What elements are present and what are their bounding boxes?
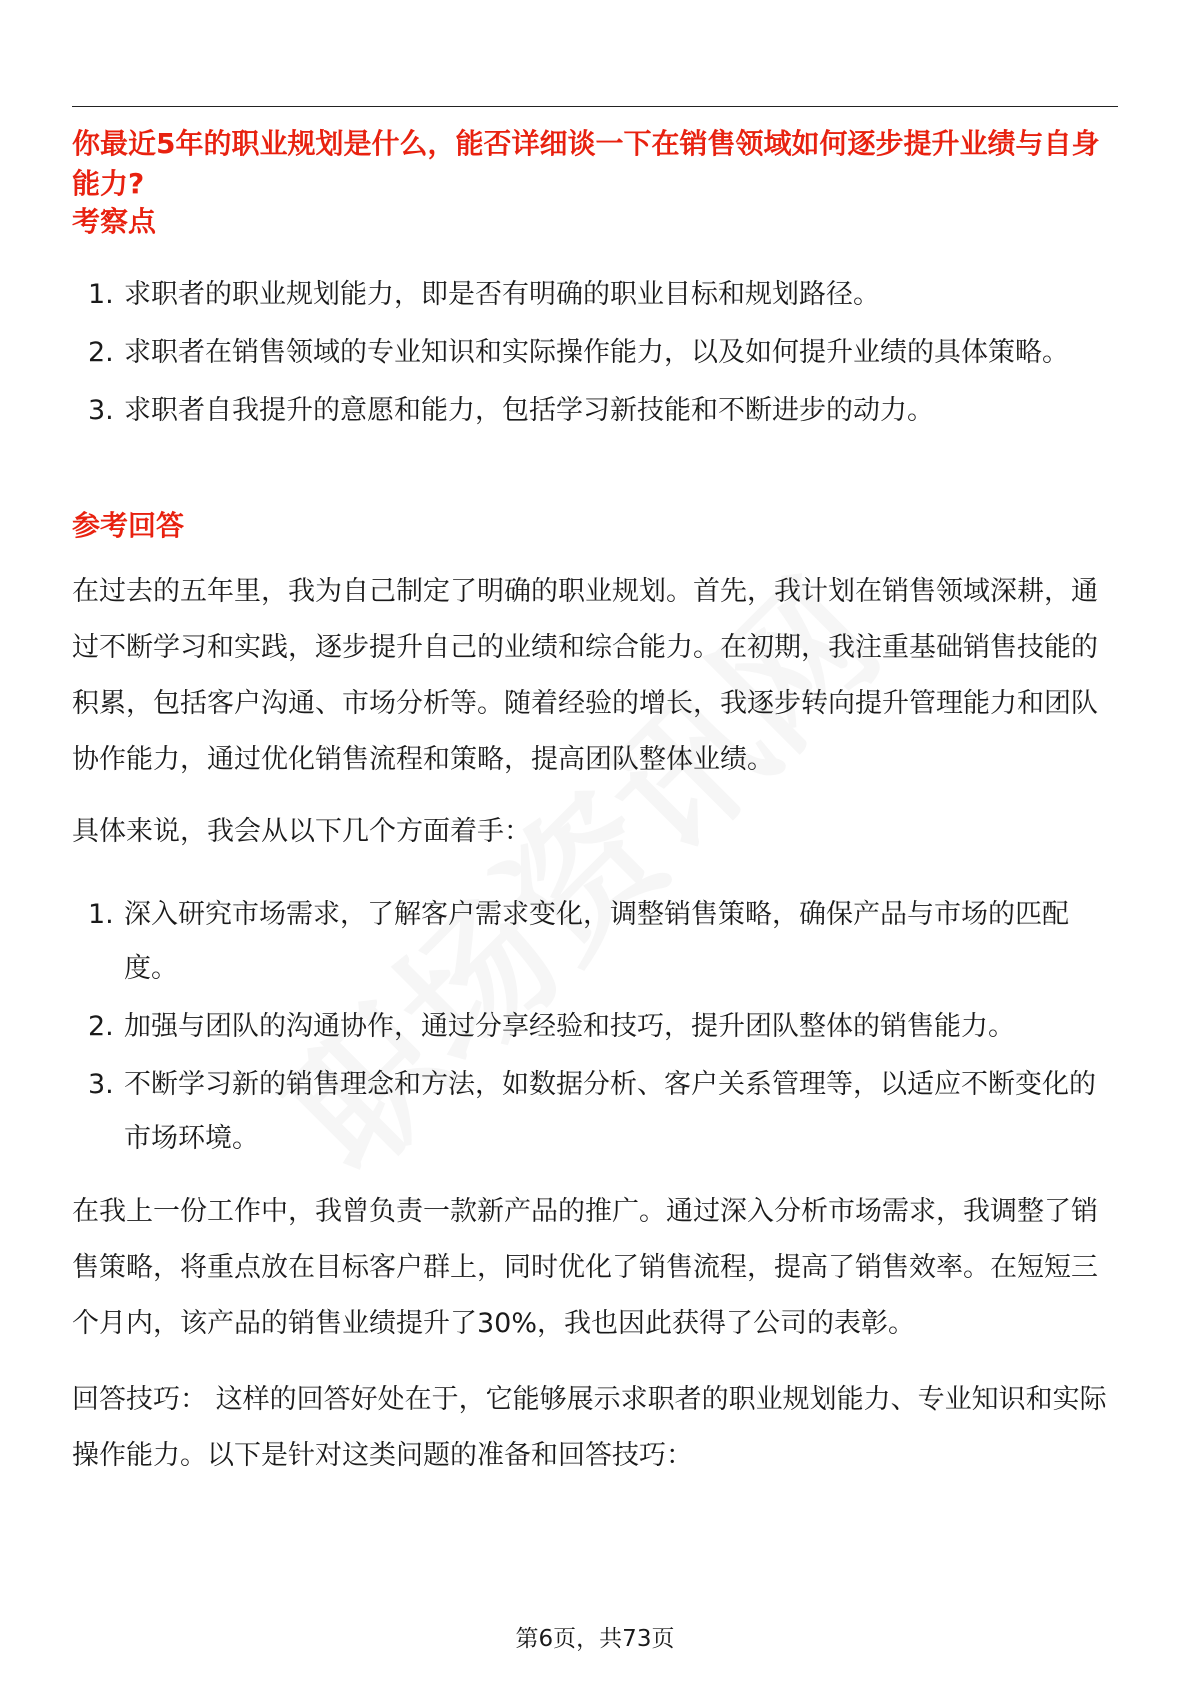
list-text: 求职者自我提升的意愿和能力，包括学习新技能和不断进步的动力。 — [124, 395, 934, 426]
list-item — [72, 326, 1118, 380]
list-number: 3. — [88, 1069, 114, 1100]
kaochadian-list — [72, 268, 1118, 442]
answer-paragraph-1: 在过去的五年里，我为自己制定了明确的职业规划。首先，我计划在销售领域深耕，通过不断学习和实践，逐步提升自己的业绩和综合能力。在初期，我注重基础销售技能的积累，包括客户沟通、市场分析等。随着经验的增长，我逐步转向提升管理能力和团队协作能力，通过优化销售流程和策略，提高团队整体业绩。 — [72, 576, 1098, 775]
list-item — [72, 1000, 1118, 1054]
list-number: 3. — [88, 395, 114, 426]
answer-list — [72, 888, 1118, 1170]
list-number: 2. — [88, 1011, 114, 1042]
top-divider — [72, 106, 1118, 107]
list-number: 1. — [88, 279, 114, 310]
list-text: 深入研究市场需求，了解客户需求变化，调整销售策略，确保产品与市场的匹配度。 — [124, 899, 1069, 984]
section-title-kaochadian: 考察点 — [72, 205, 157, 238]
list-item — [72, 384, 1118, 438]
list-text: 不断学习新的销售理念和方法，如数据分析、客户关系管理等，以适应不断变化的市场环境。 — [124, 1069, 1096, 1154]
answer-paragraph-3: 在我上一份工作中，我曾负责一款新产品的推广。通过深入分析市场需求，我调整了销售策略，将重点放在目标客户群上，同时优化了销售流程，提高了销售效率。在短短三个月内，该产品的销售业绩提升了30%，我也因此获得了公司的表彰。 — [72, 1196, 1098, 1339]
list-text: 求职者的职业规划能力，即是否有明确的职业目标和规划路径。 — [124, 279, 880, 310]
question-heading: 你最近5年的职业规划是什么，能否详细谈一下在销售领域如何逐步提升业绩与自身能力? — [72, 127, 1100, 200]
list-number: 2. — [88, 337, 114, 368]
list-item — [72, 268, 1118, 322]
list-number: 1. — [88, 899, 114, 930]
answer-paragraph-2: 具体来说，我会从以下几个方面着手： — [72, 816, 531, 847]
list-item — [72, 1058, 1118, 1166]
section-title-cankao: 参考回答 — [72, 509, 185, 542]
list-item — [72, 888, 1118, 996]
list-text: 加强与团队的沟通协作，通过分享经验和技巧，提升团队整体的销售能力。 — [124, 1011, 1015, 1042]
answer-tips-paragraph: 回答技巧： 这样的回答好处在于，它能够展示求职者的职业规划能力、专业知识和实际操作能力。以下是针对这类问题的准备和回答技巧： — [72, 1384, 1107, 1471]
list-text: 求职者在销售领域的专业知识和实际操作能力，以及如何提升业绩的具体策略。 — [124, 337, 1069, 368]
page-footer: 第6页，共73页 — [515, 1626, 675, 1652]
